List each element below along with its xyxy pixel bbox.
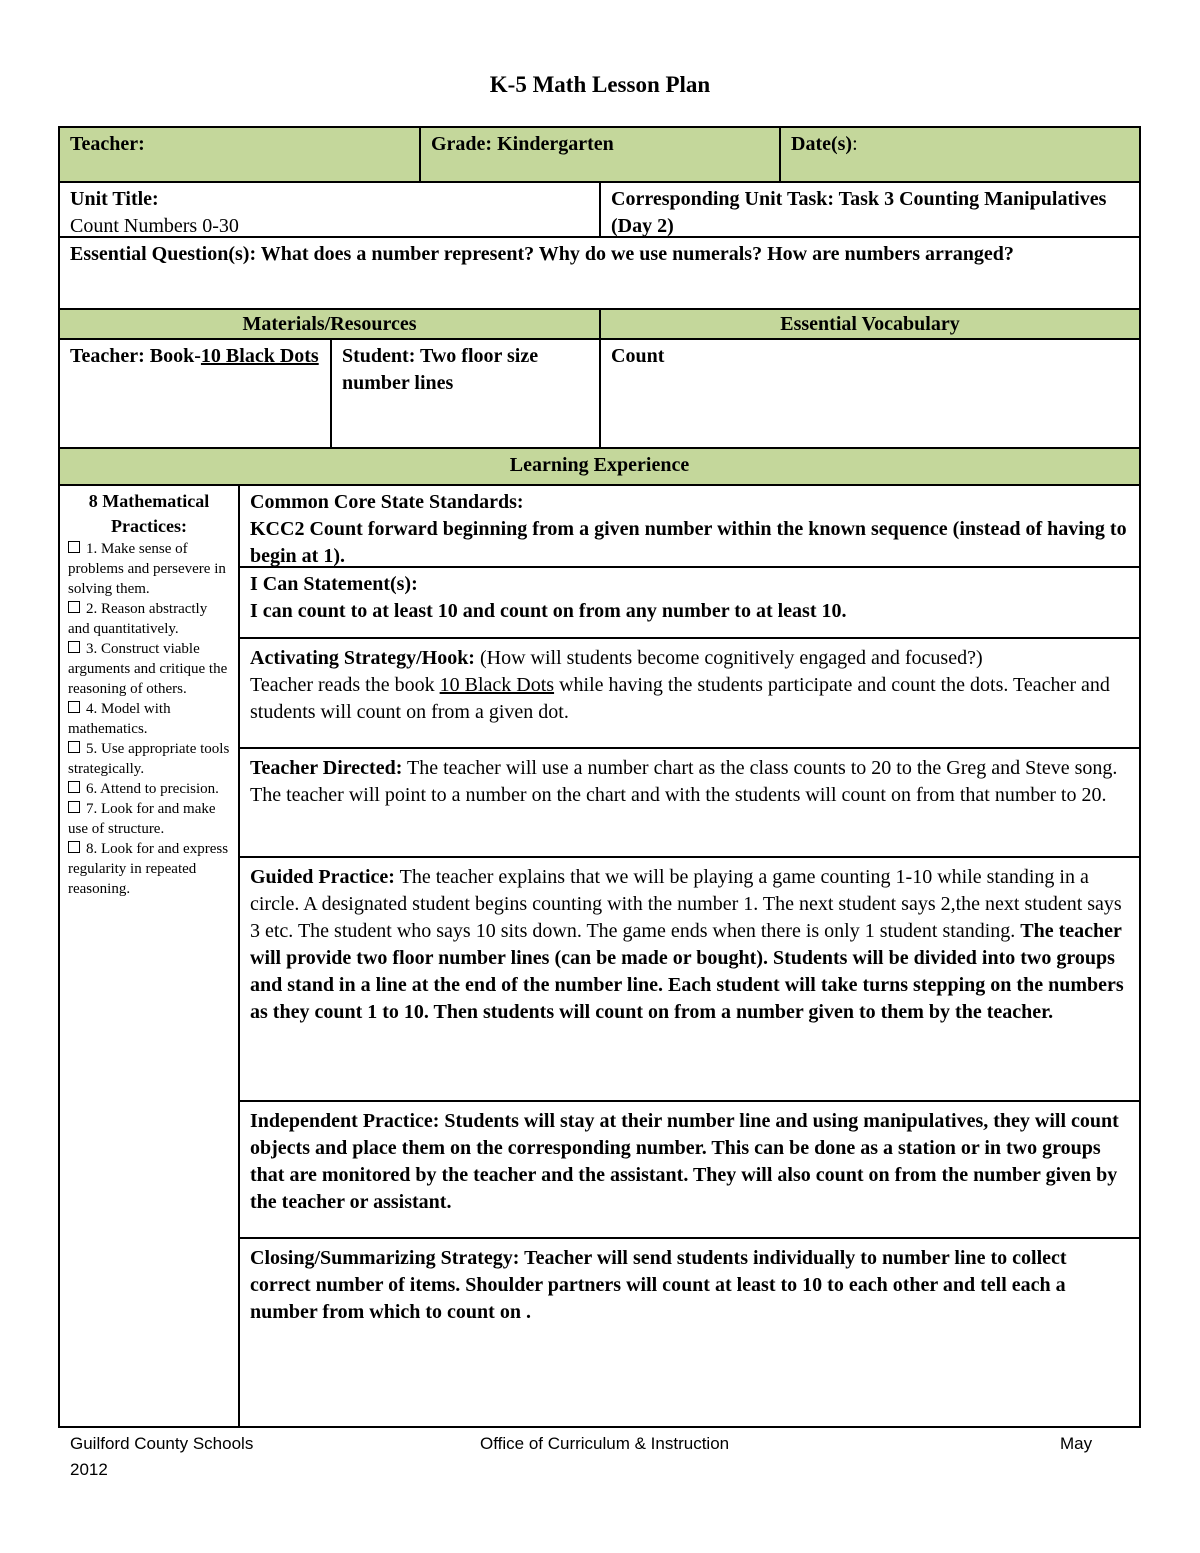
- teacher-materials-cell: [58, 338, 332, 449]
- checkbox-icon[interactable]: [68, 541, 80, 553]
- unit-title-cell: [58, 181, 601, 238]
- unit-task-cell: [599, 181, 1141, 238]
- unit-task-text: Corresponding Unit Task: Task 3 Counting Manipulatives (Day 2): [611, 188, 1107, 237]
- dates-cell: [779, 126, 1141, 183]
- i-can-cell: [238, 566, 1141, 639]
- footer-year: 2012: [70, 1460, 108, 1479]
- grade-cell: [419, 126, 781, 183]
- practice-item: 3. Construct viable arguments and critique the reasoning of others.: [68, 641, 228, 697]
- teacher-directed-text: The teacher will use a number chart as the class counts to 20 to the Greg and Steve song. The teacher will point to a number on the chart and with the students will count on from that number to 20.: [250, 757, 1118, 806]
- practices-heading: 8 Mathematical Practices:: [88, 491, 210, 536]
- closing-text: Teacher will send students individually to number line to collect correct number of items. Shoulder partners will count at least to 10 to each other and tell each a number from which to count on .: [250, 1247, 1067, 1323]
- dates-colon: :: [852, 133, 858, 155]
- teacher-materials-book: 10 Black Dots: [200, 345, 319, 367]
- hook-label: Activating Strategy/Hook:: [250, 647, 475, 669]
- unit-title-value: Count Numbers 0-30: [70, 215, 239, 237]
- checkbox-icon[interactable]: [68, 601, 80, 613]
- checkbox-icon[interactable]: [68, 701, 80, 713]
- unit-title-label: Unit Title:: [70, 188, 159, 210]
- ccss-text: KCC2 Count forward beginning from a given number within the known sequence (instead of having to begin at 1).: [250, 518, 1127, 567]
- hook-question: (How will students become cognitively engaged and focused?): [474, 647, 983, 669]
- practices-column: [58, 484, 240, 1428]
- checkbox-icon[interactable]: [68, 641, 80, 653]
- practice-item: 4. Model with mathematics.: [68, 701, 171, 737]
- ccss-label: Common Core State Standards:: [250, 491, 524, 513]
- checkbox-icon[interactable]: [68, 781, 80, 793]
- essential-question-text: Essential Question(s): What does a number represent? Why do we use numerals? How are numbers arranged?: [70, 243, 1014, 265]
- checkbox-icon[interactable]: [68, 741, 80, 753]
- vocabulary-cell: [599, 338, 1141, 449]
- footer-left: Guilford County Schools: [70, 1434, 254, 1453]
- footer-right: May: [1060, 1434, 1093, 1453]
- i-can-label: I Can Statement(s):: [250, 573, 418, 595]
- essential-question-cell: [58, 236, 1141, 310]
- i-can-text: I can count to at least 10 and count on from any number to at least 10.: [250, 600, 847, 622]
- footer-center: Office of Curriculum & Instruction: [480, 1434, 730, 1453]
- teacher-directed-cell: [238, 747, 1141, 858]
- materials-header: [58, 308, 601, 340]
- checkbox-icon[interactable]: [68, 801, 80, 813]
- practice-item: 5. Use appropriate tools strategically.: [68, 741, 230, 777]
- practice-item: 6. Attend to precision.: [68, 779, 230, 799]
- learning-experience-header: [58, 447, 1141, 486]
- page-title: K-5 Math Lesson Plan: [489, 72, 711, 97]
- guided-practice-cell: [238, 856, 1141, 1102]
- checkbox-icon[interactable]: [68, 841, 80, 853]
- independent-text: Students will stay at their number line and using manipulatives, they will count objects and place them on the corresponding number. This can be done as a station or in two groups that are monitored by the teacher and the assistant. They will also count on from the number given by the teacher or assistant.: [250, 1110, 1119, 1213]
- dates-label: Date(s): [791, 133, 853, 155]
- vocabulary-header-text: Essential Vocabulary: [780, 313, 960, 335]
- vocabulary-header: [599, 308, 1141, 340]
- grade-text: Grade: Kindergarten: [431, 133, 614, 155]
- guided-text: The teacher explains that we will be playing a game counting 1-10 while standing in a circle. A designated student begins counting with the number 1. The next student says 2,the next student says 3 etc. The student who says 10 sits down. The game ends when there is only 1 student standing.: [250, 866, 1122, 942]
- hook-text-post: while having the students participate and count the dots. Teacher and students will count on from a given dot.: [250, 674, 1110, 723]
- teacher-materials-prefix: Teacher: Book-: [70, 345, 201, 367]
- practice-item: 8. Look for and express regularity in repeated reasoning.: [68, 841, 229, 897]
- materials-header-text: Materials/Resources: [242, 313, 417, 335]
- vocabulary-words: Count: [611, 345, 665, 367]
- hook-book: 10 Black Dots: [439, 674, 555, 696]
- guided-bold-text: The teacher will provide two floor number lines (can be made or bought). Students will be divided into two groups and stand in a line at the end of the number line. Each student will take turns stepping on the numbers as they count 1 to 10. Then students will count on from a number given to them by the teacher.: [250, 920, 1124, 1023]
- student-materials-text: Student: Two floor size number lines: [342, 345, 539, 394]
- ccss-cell: [238, 484, 1141, 568]
- closing-label: Closing/Summarizing Strategy:: [250, 1247, 520, 1269]
- teacher-cell: [58, 126, 421, 183]
- practice-item: 1. Make sense of problems and persevere in solving them.: [68, 541, 226, 597]
- hook-text-pre: Teacher reads the book: [250, 674, 440, 696]
- guided-label: Guided Practice:: [250, 866, 395, 888]
- practice-item: 7. Look for and make use of structure.: [68, 801, 216, 837]
- student-materials-cell: [330, 338, 601, 449]
- independent-label: Independent Practice:: [250, 1110, 440, 1132]
- hook-cell: [238, 637, 1141, 749]
- teacher-label: Teacher:: [70, 133, 145, 155]
- independent-practice-cell: [238, 1100, 1141, 1239]
- learning-experience-text: Learning Experience: [509, 454, 690, 476]
- teacher-directed-label: Teacher Directed:: [250, 757, 403, 779]
- closing-cell: [238, 1237, 1141, 1428]
- practice-item: 2. Reason abstractly and quantitatively.: [68, 601, 208, 637]
